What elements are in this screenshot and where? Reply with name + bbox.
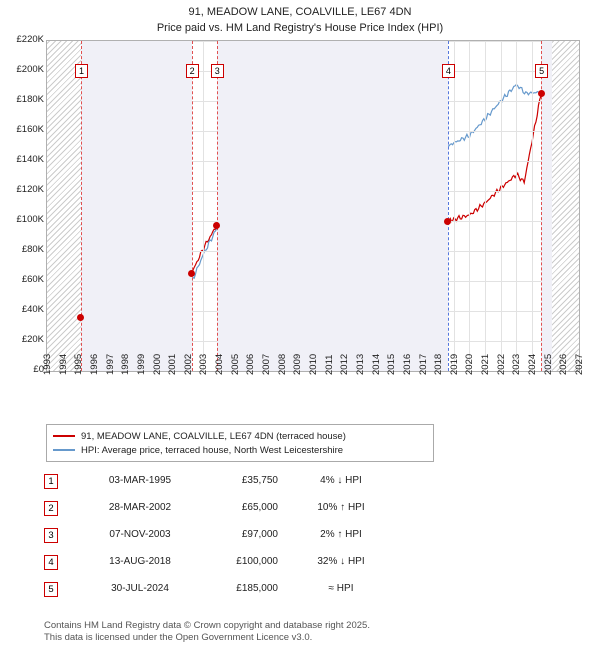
row-date: 30-JUL-2024 xyxy=(111,583,169,594)
row-date: 07-NOV-2003 xyxy=(109,529,171,540)
x-axis-tick-label: 2010 xyxy=(308,353,319,375)
x-axis-tick-label: 2011 xyxy=(323,354,335,375)
x-axis-tick-label: 1993 xyxy=(42,353,53,375)
table-row xyxy=(44,524,444,551)
gridline-vertical xyxy=(516,41,517,371)
y-axis-tick-label: £120K xyxy=(16,184,44,195)
x-axis-tick-label: 2004 xyxy=(214,353,226,375)
chart-legend xyxy=(46,424,434,462)
gridline-vertical xyxy=(485,41,486,371)
period-band-2 xyxy=(217,41,448,371)
y-axis-tick-label: £20K xyxy=(21,334,44,345)
x-axis-tick-label: 1996 xyxy=(88,353,100,375)
x-axis-tick-label: 2007 xyxy=(261,353,273,375)
gridline-vertical xyxy=(579,41,580,371)
table-row xyxy=(44,578,444,605)
x-axis-tick-label: 1994 xyxy=(57,353,69,375)
row-date: 28-MAR-2002 xyxy=(108,502,172,513)
event-marker-badge[interactable]: 5 xyxy=(535,64,548,78)
chart-plot-area xyxy=(46,40,580,372)
y-axis-tick-label: £200K xyxy=(16,64,44,75)
x-axis-tick-label: 2008 xyxy=(276,353,288,375)
x-axis-tick-label: 2005 xyxy=(229,353,241,375)
no-data-band-right xyxy=(552,41,579,371)
row-price: £100,000 xyxy=(236,556,278,567)
legend-item xyxy=(53,429,427,443)
x-axis-tick-label: 2021 xyxy=(480,353,492,375)
y-axis-tick-label: £160K xyxy=(16,124,44,135)
event-marker-badge[interactable]: 3 xyxy=(211,64,224,78)
row-date: 13-AUG-2018 xyxy=(109,556,171,567)
x-axis-tick-label: 2003 xyxy=(198,353,210,375)
row-marker: 2 xyxy=(44,501,58,516)
gridline-vertical xyxy=(203,41,204,371)
x-axis-tick-label: 2016 xyxy=(401,353,413,375)
y-axis-tick-label: £220K xyxy=(16,34,44,45)
legend-swatch-price xyxy=(53,435,75,437)
footer-line-2: This data is licensed under the Open Government Licence v3.0. xyxy=(44,632,313,643)
event-marker-line xyxy=(448,41,449,371)
x-axis-tick-label: 2019 xyxy=(448,353,460,375)
x-axis-tick-label: 2026 xyxy=(558,353,570,375)
x-axis-tick-label: 2018 xyxy=(433,353,445,375)
data-point-marker xyxy=(538,90,545,97)
event-marker-line xyxy=(81,41,82,371)
x-axis-tick-label: 2006 xyxy=(245,353,257,375)
x-axis-tick-label: 2009 xyxy=(292,353,304,375)
event-marker-badge[interactable]: 1 xyxy=(75,64,88,78)
x-axis-tick-label: 2013 xyxy=(354,353,366,375)
y-axis-tick-label: £0 xyxy=(33,364,44,375)
x-axis-tick-label: 2022 xyxy=(495,353,507,375)
gridline-vertical xyxy=(469,41,470,371)
x-axis-tick-label: 2020 xyxy=(464,353,476,375)
row-marker: 5 xyxy=(44,582,58,597)
x-axis-tick-label: 1997 xyxy=(104,353,116,375)
gridline-vertical xyxy=(454,41,455,371)
legend-label-hpi: HPI: Average price, terraced house, North West Leicestershire xyxy=(81,444,344,456)
table-row xyxy=(44,551,444,578)
legend-label-price: 91, MEADOW LANE, COALVILLE, LE67 4DN (terraced house) xyxy=(81,430,346,442)
x-axis-tick-label: 2023 xyxy=(511,353,523,375)
row-marker: 3 xyxy=(44,528,58,543)
x-axis-tick-label: 2014 xyxy=(370,353,382,375)
row-price: £97,000 xyxy=(241,529,278,540)
y-axis-tick-label: £60K xyxy=(21,274,44,285)
page-subtitle: Price paid vs. HM Land Registry's House Price Index (HPI) xyxy=(156,22,444,34)
y-axis-tick-label: £40K xyxy=(21,304,44,315)
x-axis-tick-label: 2000 xyxy=(151,353,163,375)
footer-attribution xyxy=(44,620,564,644)
x-axis-tick-label: 2015 xyxy=(386,353,398,375)
page-title: 91, MEADOW LANE, COALVILLE, LE67 4DN xyxy=(188,6,412,18)
x-axis-tick-label: 1998 xyxy=(120,353,132,375)
event-marker-line xyxy=(217,41,218,371)
x-axis-tick-label: 2024 xyxy=(527,353,539,375)
no-data-band-left xyxy=(47,41,81,371)
row-marker: 1 xyxy=(44,474,58,489)
x-axis-tick-label: 2025 xyxy=(542,353,554,375)
x-axis-tick-label: 2027 xyxy=(574,353,585,375)
footer-line-1: Contains HM Land Registry data © Crown copyright and database right 2025. xyxy=(44,620,370,631)
y-axis-tick-label: £180K xyxy=(16,94,44,105)
x-axis-tick-label: 2002 xyxy=(182,353,194,375)
legend-item xyxy=(53,443,427,457)
x-axis-tick-label: 2012 xyxy=(339,353,351,375)
y-axis-tick-label: £140K xyxy=(16,154,44,165)
row-hpi-diff: 2% ↑ HPI xyxy=(320,529,362,540)
table-row xyxy=(44,470,444,497)
gridline-vertical xyxy=(532,41,533,371)
row-hpi-diff: 10% ↑ HPI xyxy=(317,502,365,513)
data-point-marker xyxy=(444,218,451,225)
transactions-table xyxy=(44,470,444,605)
gridline-vertical xyxy=(501,41,502,371)
table-row xyxy=(44,497,444,524)
row-hpi-diff: 4% ↓ HPI xyxy=(320,475,362,486)
row-price: £35,750 xyxy=(241,475,278,486)
event-marker-line xyxy=(192,41,193,371)
row-hpi-diff: 32% ↓ HPI xyxy=(317,556,365,567)
y-axis-tick-label: £100K xyxy=(16,214,44,225)
row-hpi-diff: ≈ HPI xyxy=(328,583,354,594)
row-marker: 4 xyxy=(44,555,58,570)
x-axis-tick-label: 1995 xyxy=(73,353,85,375)
row-date: 03-MAR-1995 xyxy=(108,475,172,486)
x-axis-tick-label: 2017 xyxy=(417,353,429,375)
x-axis-tick-label: 2001 xyxy=(167,353,179,375)
x-axis-tick-label: 1999 xyxy=(135,353,147,375)
legend-swatch-hpi xyxy=(53,449,75,451)
row-price: £65,000 xyxy=(241,502,278,513)
row-price: £185,000 xyxy=(236,583,278,594)
event-marker-badge[interactable]: 2 xyxy=(186,64,199,78)
y-axis-tick-label: £80K xyxy=(21,244,44,255)
period-band-1 xyxy=(81,41,192,371)
event-marker-badge[interactable]: 4 xyxy=(442,64,455,78)
